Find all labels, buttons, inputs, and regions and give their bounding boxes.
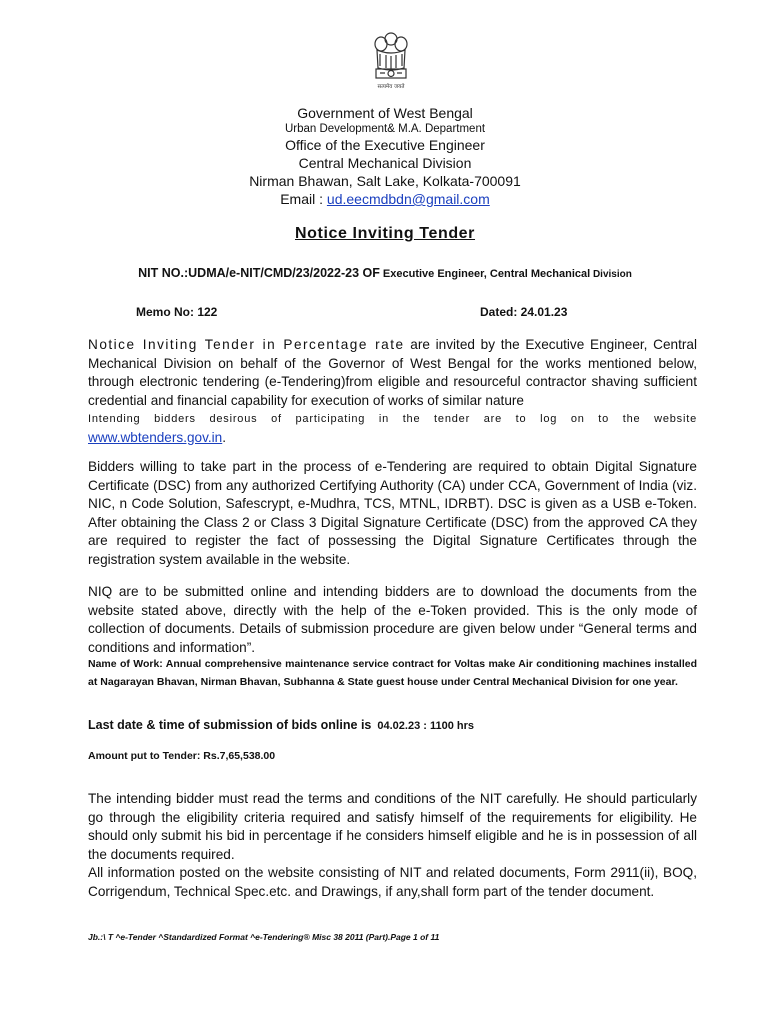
tender-amount: Amount put to Tender: Rs.7,65,538.00 (88, 750, 276, 762)
intro-website-note: Intending bidders desirous of participating in the tender are to log on to the website (88, 413, 697, 425)
svg-text:सत्यमेव जयते: सत्यमेव जयते (377, 84, 405, 90)
memo-number: Memo No: 122 (136, 305, 218, 319)
office-name: Office of the Executive Engineer (285, 137, 485, 153)
name-of-work: Name of Work: Annual comprehensive maintenance service contract for Voltas make Air conditioning machines installed at Nagarayan Bhavan, Nirman Bhavan, Subhanna & State guest house under Central Mechanical Division for one year. (88, 658, 697, 688)
nit-issuer: Executive Engineer, Central Mechanical (379, 268, 591, 280)
office-address: Nirman Bhawan, Salt Lake, Kolkata-700091 (249, 173, 521, 189)
govt-name: Government of West Bengal (297, 105, 473, 121)
letterhead (0, 104, 770, 208)
email-line (0, 190, 770, 208)
division-name: Central Mechanical Division (298, 155, 472, 171)
terms-paragraph-1: The intending bidder must read the terms and conditions of the NIT carefully. He should particularly go through the eligibility criteria required and satisfy himself of the requirements for eligibility. He should only submit his bid in percentage if he considers himself eligible and he is in possession of all the documents required. (88, 791, 697, 862)
nit-issuer-suffix: Division (590, 269, 632, 280)
nit-number: NIT NO.:UDMA/e-NIT/CMD/23/2022-23 OF (138, 266, 380, 280)
terms-section (88, 790, 697, 901)
website-link[interactable]: www.wbtenders.gov.in (88, 429, 223, 445)
intro-lead: Notice Inviting Tender in Percentage rate (88, 337, 405, 352)
page-footer: Jb.:\ T ^e-Tender ^Standardized Format ^e-Tendering® Misc 38 2011 (Part).Page 1 of 11 (88, 932, 440, 942)
last-date-label: Last date & time of submission of bids online is (88, 718, 372, 732)
email-label: Email : (280, 191, 327, 207)
last-date-line (88, 718, 474, 732)
last-date-value: 04.02.23 : 1100 hrs (377, 720, 475, 732)
intro-paragraph (88, 336, 697, 447)
department-name: Urban Development& M.A. Department (284, 123, 486, 135)
state-emblem-icon (368, 28, 414, 92)
niq-paragraph: NIQ are to be submitted online and intending bidders are to download the documents from the website stated above, directly with the help of the e-Token provided. This is the only mode of collection of documents. Details of submission procedure are given below under “General terms and conditions and information”. (88, 584, 697, 655)
intro-body: are invited by the Executive Engineer, Central Mechanical Division on behalf of the Governor of West Bengal for the works mentioned below, through electronic tendering (e-Tendering)from eligible and resourceful contractor shaving sufficient credential and financial capability for execution of works of similar nature (88, 337, 697, 408)
website-end: . (222, 429, 227, 445)
nit-number-line (0, 266, 770, 280)
dsc-paragraph: Bidders willing to take part in the process of e-Tendering are required to obtain Digital Signature Certificate (DSC) from any authorized Certifying Authority (CA) under CCA, Government of India (viz. NIC, n Code Solution, Safescrypt, e-Mudhra, TCS, MTNL, IDRBT). DSC is given as a USB e-Token. After obtaining the Class 2 or Class 3 Digital Signature Certificate (DSC) from the approved CA they are required to register the fact of possessing the Digital Signature Certificates through the registration system available in the website. (88, 459, 697, 567)
document-title: Notice Inviting Tender (294, 225, 476, 242)
terms-paragraph-2: All information posted on the website consisting of NIT and related documents, Form 2911(ii), BOQ, Corrigendum, Technical Spec.etc. and Drawings, if any,shall form part of the tender document. (88, 865, 697, 899)
memo-date: Dated: 24.01.23 (480, 305, 568, 319)
email-link[interactable]: ud.eecmdbdn@gmail.com (326, 191, 490, 207)
